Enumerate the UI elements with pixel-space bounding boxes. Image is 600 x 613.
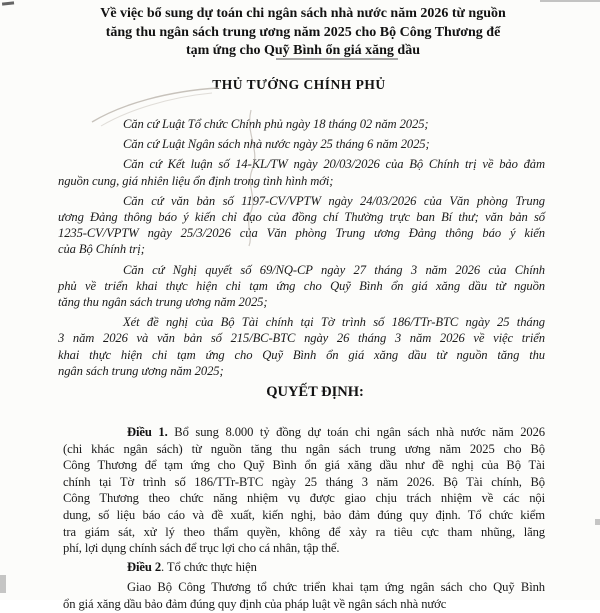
citation-paragraph [58, 262, 545, 311]
text-line: Công Thương theo chức năng nhiệm vụ được giao chịu trách nhiệm về các nội [63, 491, 545, 506]
text-line: tạm ứng cho Quỹ Bình ổn giá xăng dầu [185, 43, 421, 58]
citation-paragraph [58, 116, 545, 132]
text-line: nguồn cung, giá nhiên liệu ổn định trong tình hình mới; [58, 173, 334, 188]
right-edge-smudge-artifact [595, 519, 600, 525]
text-line: Điều 2. Tổ chức thực hiện [127, 559, 257, 574]
citation-paragraph [58, 136, 545, 152]
text-line: tăng thu ngân sách trung ương năm 2025 cho Bộ Công Thương để [105, 24, 501, 40]
preamble-section [58, 116, 545, 383]
decision-heading: QUYẾT ĐỊNH: [266, 384, 364, 400]
text-line: Căn cứ văn bản số 1197-CV/VPTW ngày 24/03/2026 của Văn phòng Trung [123, 193, 545, 208]
text-line: Về việc bổ sung dự toán chi ngân sách nhà nước năm 2026 từ nguồn [100, 6, 506, 21]
bold-article-label: Điều 2 [127, 559, 162, 574]
text-line: ương Đảng thông báo ý kiến chỉ đạo của đồng chí Thường trực ban Bí thư; văn bản số [58, 210, 545, 225]
text-line: ngân sách trung ương năm 2025; [58, 363, 224, 378]
text-line: Giao Bộ Công Thương tổ chức triển khai tạm ứng ngân sách cho Quỹ Bình [127, 580, 545, 595]
text-line: 1235-CV/VPTW ngày 25/3/2026 của Văn phòng Trung ương Đảng thông báo ý kiến [58, 226, 545, 241]
text-line: phủ về triển khai thực hiện chi tạm ứng cho Quỹ Bình ổn giá xăng dầu từ nguồn [58, 278, 545, 293]
article-2-heading [63, 559, 545, 576]
text-line: khai thực hiện chi tạm ứng cho Quỹ Bình ổn giá xăng dầu từ nguồn tăng thu [58, 347, 545, 362]
text-line: phí, lợi dụng chính sách để trục lợi cho cá nhân, tập thể. [63, 541, 340, 556]
citation-paragraph [58, 314, 545, 379]
text-line: Xét đề nghị của Bộ Tài chính tại Tờ trình số 186/TTr-BTC ngày 25 tháng [123, 315, 545, 330]
text-line: Công Thương để tạm ứng cho Quỹ Bình ổn giá xăng dầu như đề nghị của Bộ Tài [63, 458, 545, 473]
document-title [58, 5, 548, 61]
top-edge-smear-artifact [540, 0, 600, 2]
text-line: ổn giá xăng dầu bảo đảm đúng quy định của pháp luật về ngân sách nhà nước [63, 596, 447, 611]
text-line: (chi khác ngân sách) từ nguồn tăng thu ngân sách trung ương năm 2025 cho Bộ [63, 441, 545, 456]
text-line: dung, số liệu báo cáo và đề xuất, kiến nghị, bảo đảm đúng quy định. Tổ chức kiểm [63, 507, 545, 522]
text-line: Căn cứ Luật Tổ chức Chính phủ ngày 18 tháng 02 năm 2025; [123, 117, 429, 131]
left-edge-smudge-artifact [0, 575, 6, 593]
text-line: chính tại Tờ trình số 186/TTr-BTC ngày 25 tháng 3 năm 2026. Bộ Tài chính, Bộ [63, 474, 545, 489]
articles-section [63, 424, 545, 613]
issuer-heading: THỦ TƯỚNG CHÍNH PHỦ [212, 77, 386, 92]
text-line: 3 năm 2026 và văn bản số 215/BC-BTC ngày 26 tháng 3 năm 2026 về việc triển [58, 331, 545, 346]
article-2-body-paragraph [63, 579, 545, 612]
text-line: Căn cứ Nghị quyết số 69/NQ-CP ngày 27 tháng 3 năm 2026 của Chính [123, 262, 545, 277]
bold-article-label: Điều 1. [127, 425, 168, 439]
text-line: Căn cứ Luật Ngân sách nhà nước ngày 25 tháng 6 năm 2025; [123, 137, 430, 152]
title-separator-rule [276, 58, 398, 60]
corner-mark-artifact [2, 1, 14, 5]
article-1-paragraph [63, 424, 545, 557]
text-line: Điều 1. Bổ sung 8.000 tỷ đồng dự toán chi ngân sách nhà nước năm 2026 [127, 425, 545, 439]
text-line: của Bộ Chính trị; [58, 242, 145, 257]
citation-paragraph [58, 193, 545, 258]
citation-paragraph [58, 156, 545, 188]
text-line: tra giám sát, xử lý theo thẩm quyền, không để xảy ra tiêu cực tham nhũng, lãng [63, 524, 545, 539]
text-line: Căn cứ Kết luận số 14-KL/TW ngày 20/03/2026 của Bộ Chính trị về bảo đảm [123, 157, 545, 172]
text-line: tăng thu ngân sách trung ương năm 2025; [58, 295, 268, 310]
